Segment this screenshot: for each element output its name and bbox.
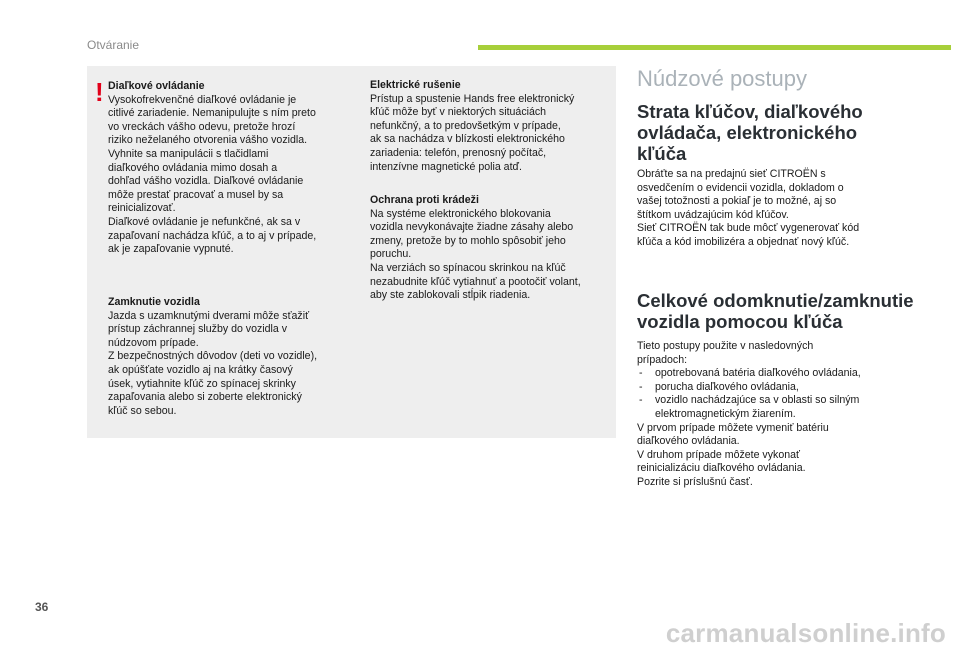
locked-title: Zamknutie vozidla [108,296,200,308]
theft-text: Na systéme elektronického blokovania vozidla nevykonávajte žiadne zásahy alebo zmeny, pretože by to mohlo spôsobiť jeho poruchu. Na verziách so spínacou skrinkou na kľúč nezabudnite kľúč vytiahnuť a pootočiť volant, aby ste zablokovali stĺpik riadenia. [370,207,581,302]
interference-text: Prístup a spustenie Hands free elektronický kľúč môže byť v niektorých situáciách nefunkčný, a to predovšetkým v prípade, ak sa nachádza v blízkosti elektronického zariadenia: telefón, prenosný počítač, intenzívne magnetické polia atď. [370,92,575,173]
list-item-text: porucha diaľkového ovládania, [655,380,799,393]
interference-note [370,79,610,174]
page-number: 36 [35,600,49,614]
list-item [637,381,907,395]
section-accent-bar [478,45,951,50]
list-item [637,367,907,381]
loss-heading: Strata kľúčov, diaľkového ovládača, elektronického kľúča [637,101,863,164]
remote-text: Vysokofrekvenčné diaľkové ovládanie je citlivé zariadenie. Nemanipulujte s ním preto vo vreckách vášho odevu, pretože hrozí riziko neželaného otvorenia vášho vozidla. Vyhnite sa manipulácii s tlačidlami diaľkového ovládania mimo dosah a dohľad vášho vozidla. Diaľkové ovládanie môže prestať pracovať a musel by sa reinicializovať. Diaľkové ovládanie je nefunkčné, ak sa v zapaľovaní nachádza kľúč, a to aj v prípade, ak je zapaľovanie vypnuté. [108,93,317,256]
global-lock-heading: Celkové odomknutie/zamknutie vozidla pomocou kľúča [637,290,914,332]
watermark: carmanualsonline.info [665,618,946,648]
list-item-text: opotrebovaná batéria diaľkového ovládania, [655,367,861,380]
locked-text: Jazda s uzamknutými dverami môže sťažiť prístup záchrannej služby do vozidla v núdzovom prípade. Z bezpečnostných dôvodov (deti vo vozidle), ak opúšťate vozidlo aj na krátky časový úsek, vytiahnite kľúč zo spínacej skrinky zapaľovania alebo si zoberte elektronický kľúč so sebou. [108,309,318,417]
remote-title: Diaľkové ovládanie [108,80,205,92]
loss-section [637,168,907,250]
page-title: Núdzové postupy [637,66,807,91]
theft-note [370,194,614,303]
remote-note [108,80,350,257]
global-lock-section [637,340,907,490]
loss-text: Obráťte sa na predajnú sieť CITROËN s osvedčením o evidencii vozidla, dokladom o vašej totožnosti a pokiaľ je to možné, aj so štítkom uvádzajúcim kód kľúčov. Sieť CITROËN tak bude môcť vygenerovať kód kľúča a kód imobilizéra a objednať nový kľúč. [637,168,860,248]
section-label: Otváranie [87,38,140,52]
warning-exclamation-icon: ! [95,77,104,107]
list-item [637,394,907,421]
interference-title: Elektrické rušenie [370,79,461,91]
theft-title: Ochrana proti krádeži [370,194,479,206]
global-intro: Tieto postupy použite v nasledovných prípadoch: [637,340,814,366]
locked-note [108,296,352,418]
cases-list [637,367,907,421]
global-outro: V prvom prípade môžete vymeniť batériu diaľkového ovládania. V druhom prípade môžete vykonať reinicializáciu diaľkového ovládania. Pozrite si príslušnú časť. [637,421,829,488]
list-item-text: vozidlo nachádzajúce sa v oblasti so silným elektromagnetickým žiarením. [655,394,860,420]
